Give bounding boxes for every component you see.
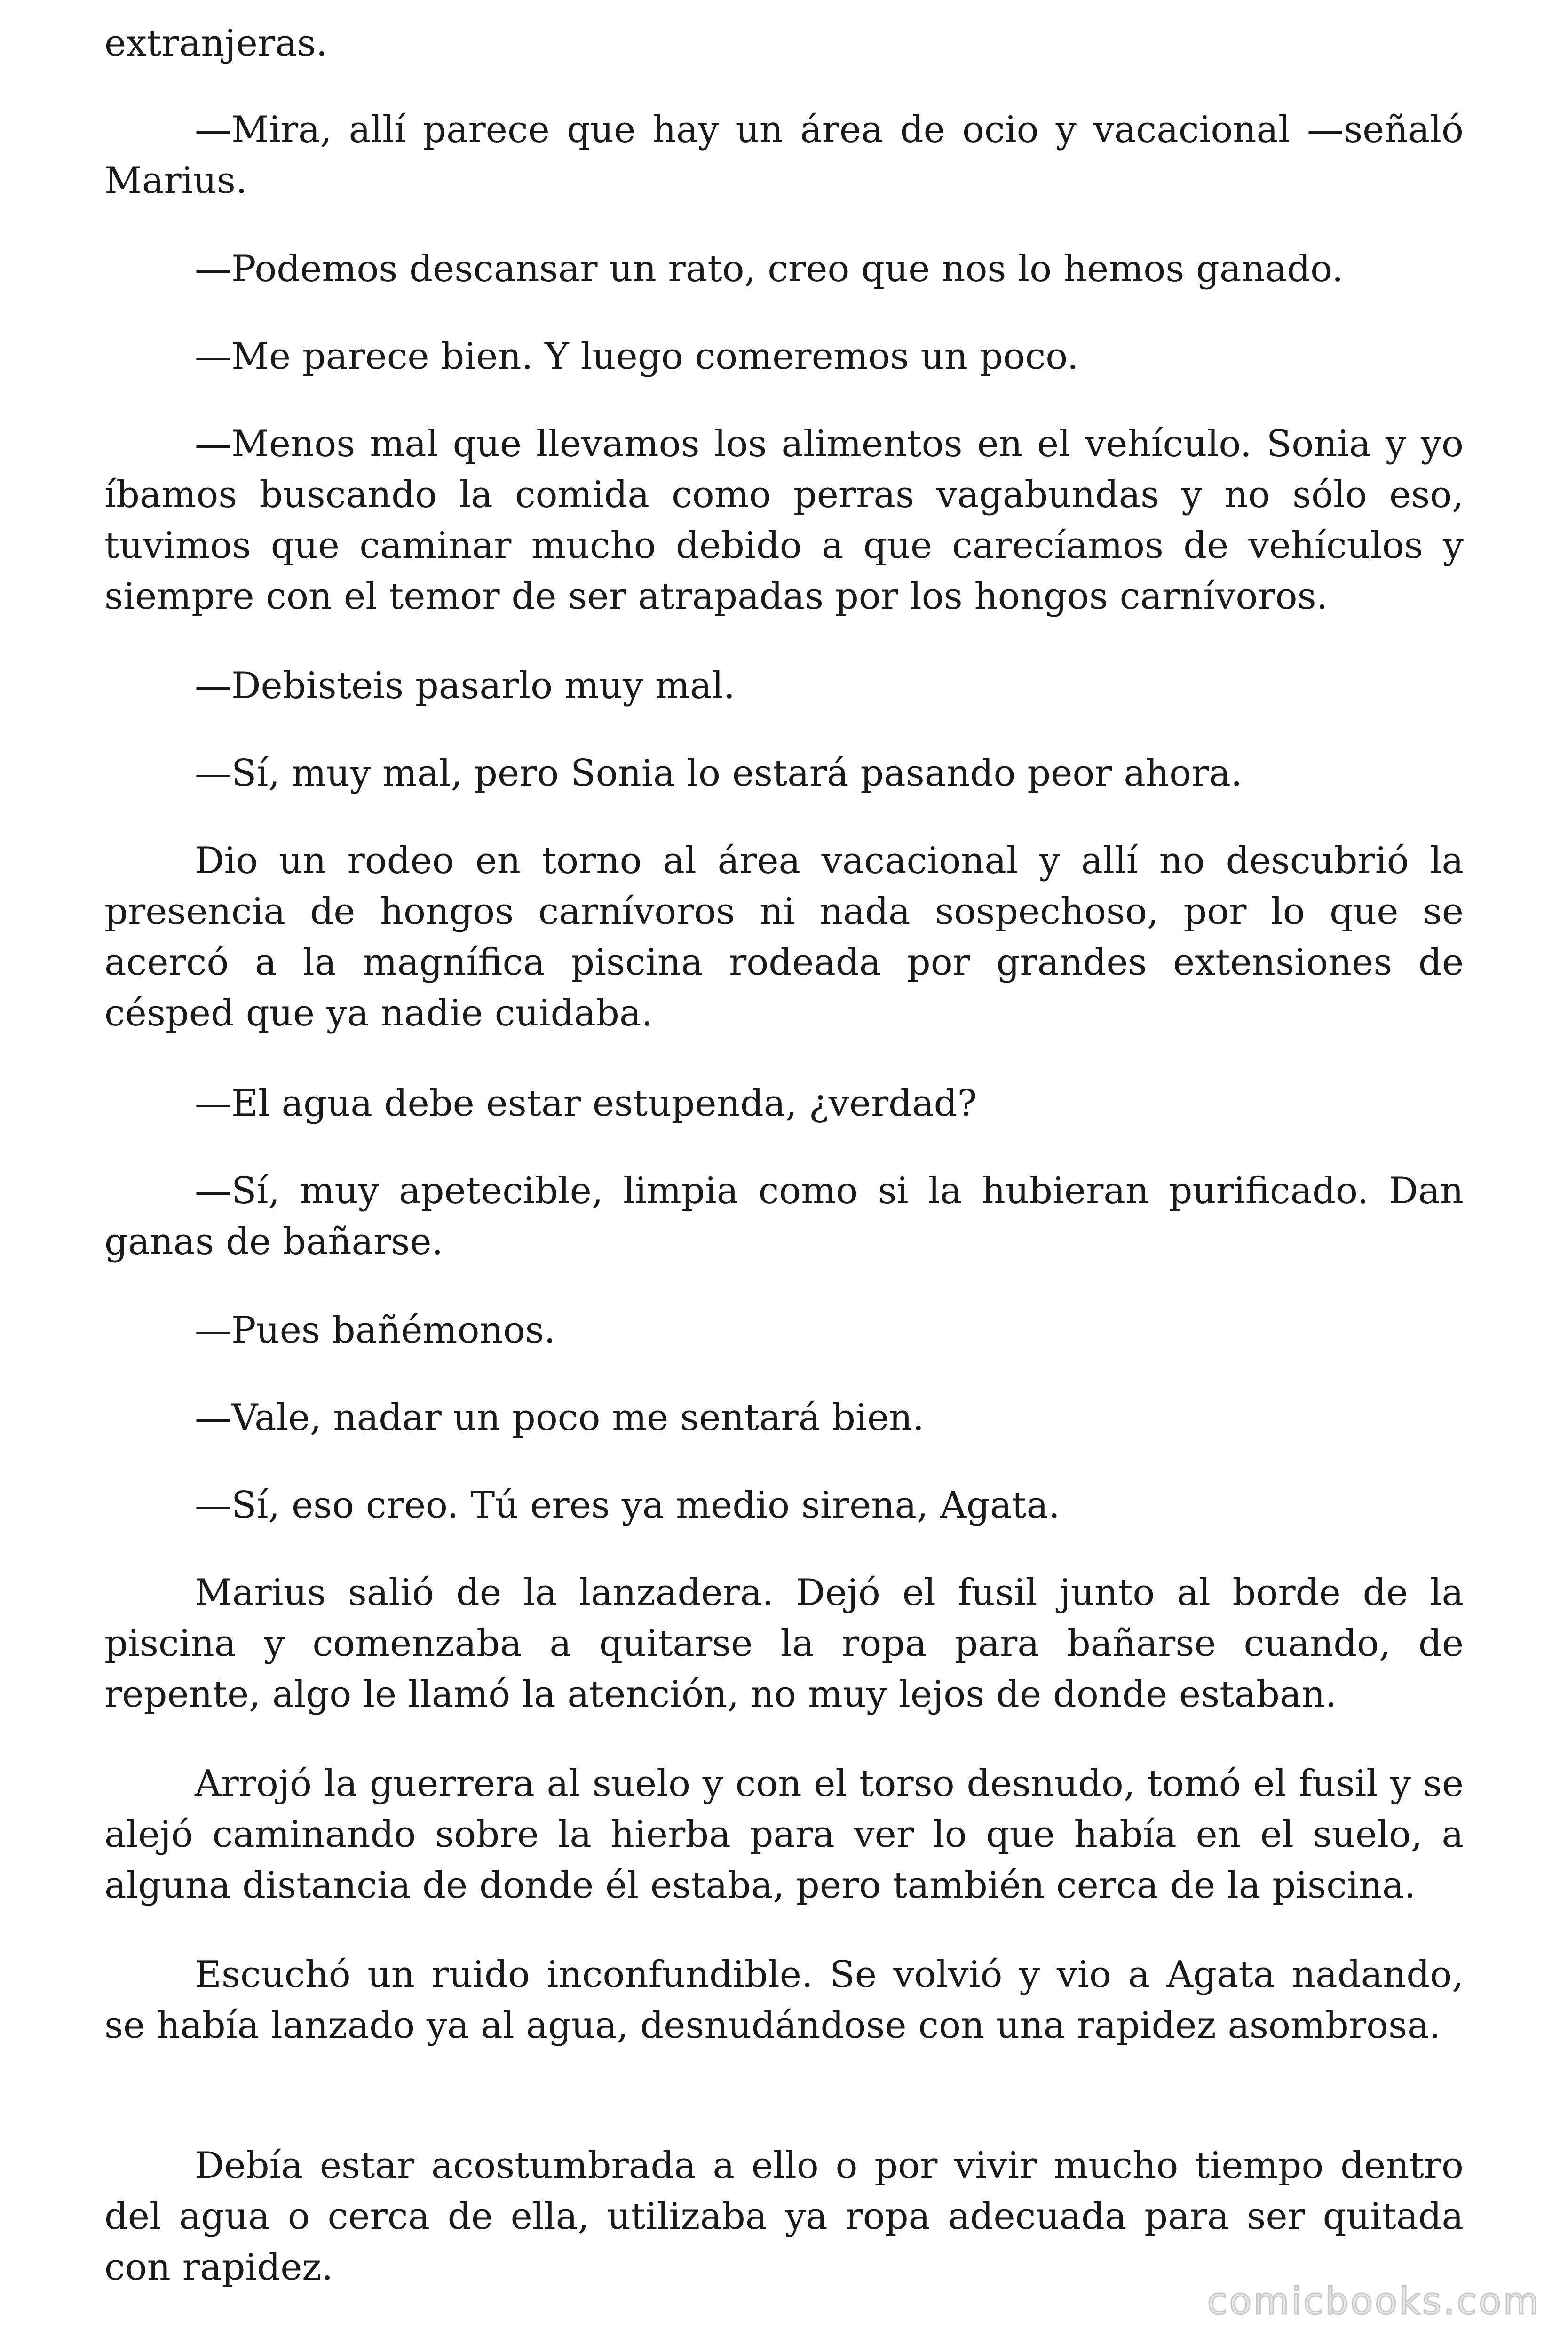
paragraph-narration: Escuchó un ruido inconfundible. Se volvió y vio a Agata nadando, se había lanzado ya al agua, desnudándose con una rapidez asombrosa. [104,1954,1464,2047]
paragraph-dialogue: —El agua debe estar estupenda, ¿verdad? [195,1082,977,1125]
paragraph-continuation: extranjeras. [104,22,328,64]
paragraph-dialogue: —Sí, eso creo. Tú eres ya medio sirena, Agata. [195,1484,1060,1526]
paragraph-dialogue: —Sí, muy apetecible, limpia como si la hubieran purificado. Dan ganas de bañarse. [104,1170,1464,1263]
paragraph-dialogue: —Vale, nadar un poco me sentará bien. [195,1397,925,1439]
paragraph-dialogue: —Podemos descansar un rato, creo que nos lo hemos ganado. [195,248,1344,290]
paragraph-narration: Marius salió de la lanzadera. Dejó el fusil junto al borde de la piscina y comenzaba a quitarse la ropa para bañarse cuando, de repente, algo le llamó la atención, no muy lejos de donde estaban. [104,1572,1464,1716]
paragraph-dialogue: —Me parece bien. Y luego comeremos un poco. [195,335,1079,378]
paragraph-dialogue: —Debisteis pasarlo muy mal. [195,665,736,707]
paragraph-dialogue: —Pues bañémonos. [195,1309,556,1351]
paragraph-narration: Debía estar acostumbrada a ello o por vivir mucho tiempo dentro del agua o cerca de ella, utilizaba ya ropa adecuada para ser quitada con rapidez. [104,2145,1464,2288]
paragraph-dialogue: —Sí, muy mal, pero Sonia lo estará pasando peor ahora. [195,752,1243,795]
watermark: comicbooks.com [1207,2280,1541,2323]
paragraph-narration: Dio un rodeo en torno al área vacacional y allí no descubrió la presencia de hongos carnívoros ni nada sospechoso, por lo que se acercó a la magnífica piscina rodeada por grandes extensiones de césped que ya nadie cuidaba. [104,840,1464,1034]
paragraph-dialogue: —Mira, allí parece que hay un área de ocio y vacacional —señaló Marius. [104,109,1464,202]
paragraph-dialogue: —Menos mal que llevamos los alimentos en el vehículo. Sonia y yo íbamos buscando la comida como perras vagabundas y no sólo eso, tuvimos que caminar mucho debido a que carecíamos de vehículos y siempre con el temor de ser atrapadas por los hongos carnívoros. [104,423,1464,618]
paragraph-narration: Arrojó la guerrera al suelo y con el torso desnudo, tomó el fusil y se alejó caminando sobre la hierba para ver lo que había en el suelo, a alguna distancia de donde él estaba, pero también cerca de la piscina. [104,1763,1464,1907]
